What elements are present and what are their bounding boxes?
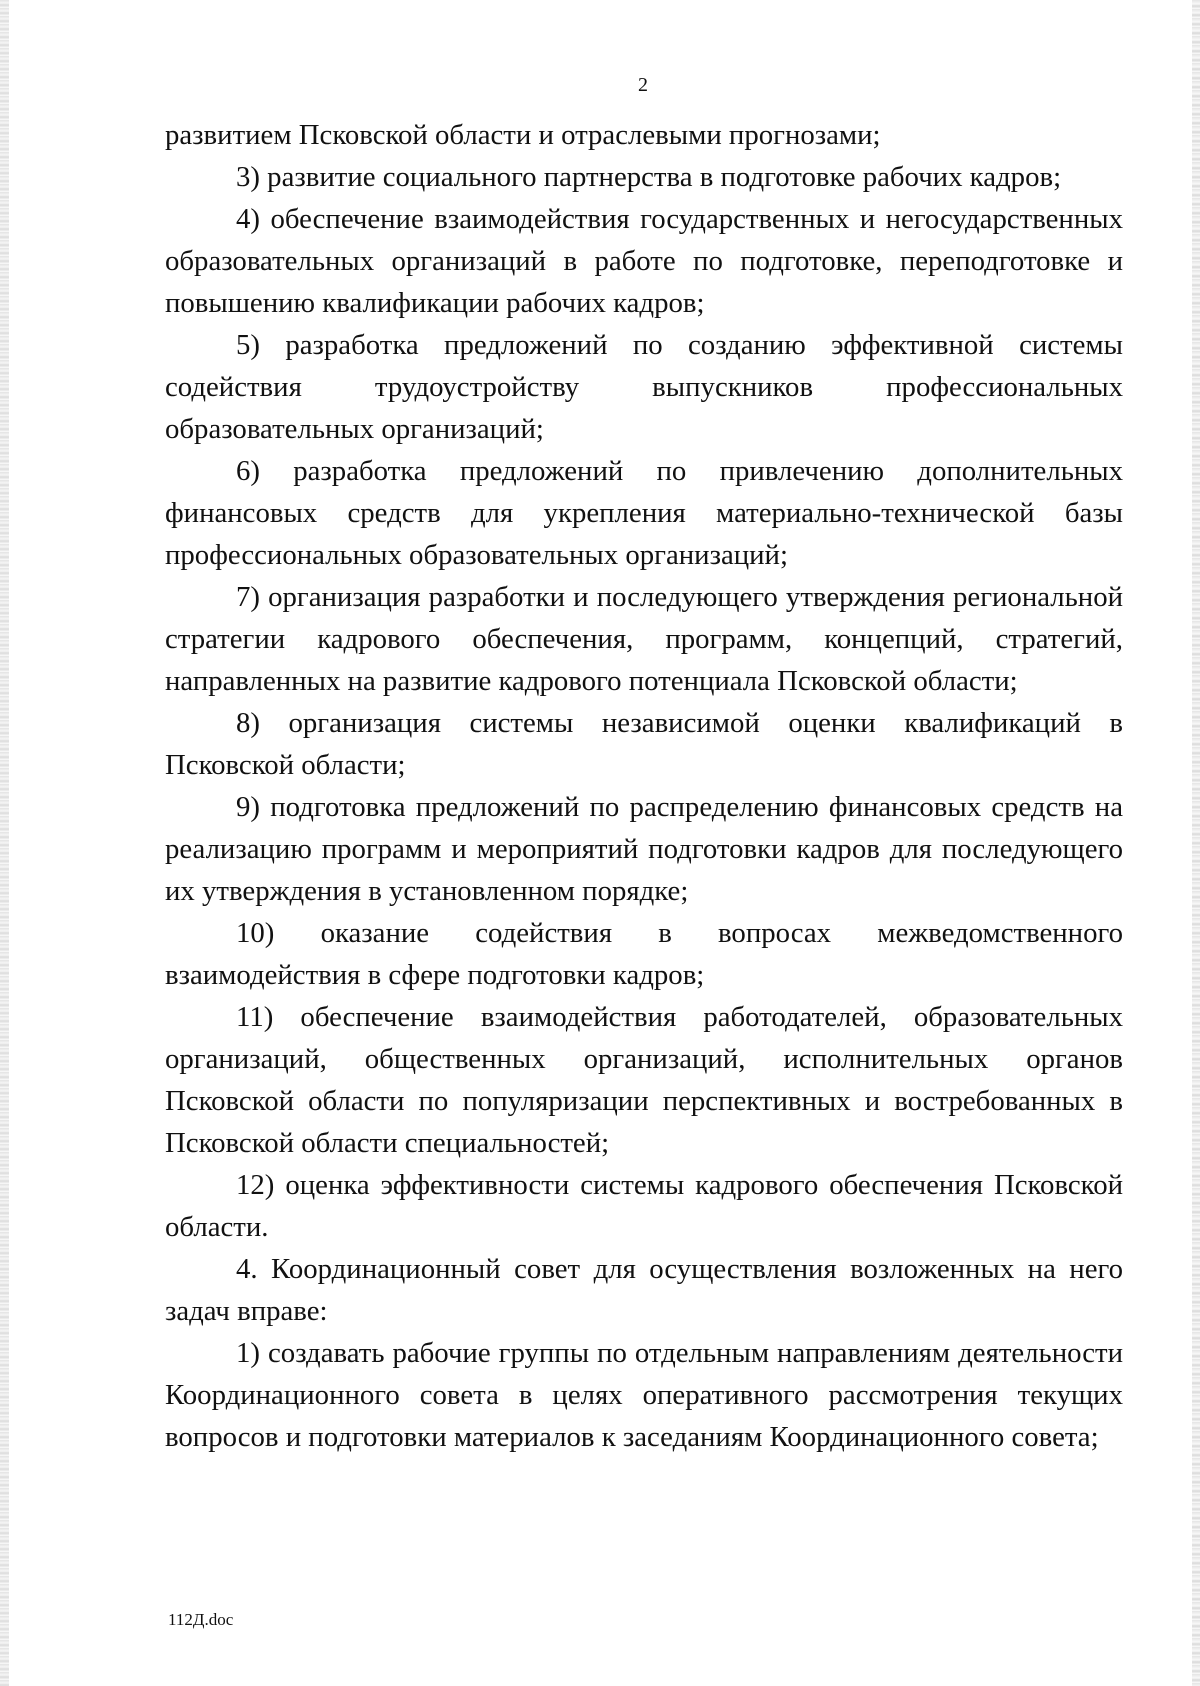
scan-edge-right [1192, 0, 1200, 1686]
paragraph: 4. Координационный совет для осуществления возложенных на него задач вправе: [165, 1253, 1123, 1327]
paragraph: 9) подготовка предложений по распределению финансовых средств на реализацию программ и мероприятий подготовки кадров для последующего их утверждения в установленном порядке; [165, 791, 1123, 907]
paragraph: 8) организация системы независимой оценки квалификаций в Псковской области; [165, 707, 1123, 781]
paragraph: 3) развитие социального партнерства в подготовке рабочих кадров; [236, 161, 1062, 193]
paragraph: 11) обеспечение взаимодействия работодателей, образовательных организаций, общественных организаций, исполнительных органов Псковской области по популяризации перспективных и востребованных в Псковской области специальностей; [165, 1001, 1123, 1159]
scan-edge-left [0, 0, 9, 1686]
document-body [165, 114, 1123, 1458]
paragraph: 6) разработка предложений по привлечению дополнительных финансовых средств для укрепления материально-технической базы профессиональных образовательных организаций; [165, 455, 1123, 571]
paragraph: 7) организация разработки и последующего утверждения региональной стратегии кадрового обеспечения, программ, концепций, стратегий, направленных на развитие кадрового потенциала Псковской области; [165, 581, 1123, 697]
document-footer: 112Д.doc [168, 1610, 234, 1629]
paragraph: 4) обеспечение взаимодействия государственных и негосударственных образовательных организаций в работе по подготовке, переподготовке и повышению квалификации рабочих кадров; [165, 203, 1123, 319]
paragraph: 5) разработка предложений по созданию эффективной системы содействия трудоустройству выпускников профессиональных образовательных организаций; [165, 329, 1123, 445]
paragraph: 12) оценка эффективности системы кадрового обеспечения Псковской области. [165, 1169, 1123, 1243]
paragraph: 10) оказание содействия в вопросах межведомственного взаимодействия в сфере подготовки кадров; [165, 917, 1123, 991]
paragraph: развитием Псковской области и отраслевыми прогнозами; [165, 119, 881, 151]
page-number: 2 [638, 74, 648, 96]
paragraph: 1) создавать рабочие группы по отдельным направлениям деятельности Координационного совета в целях оперативного рассмотрения текущих вопросов и подготовки материалов к заседаниям Координационного совета; [165, 1337, 1123, 1453]
